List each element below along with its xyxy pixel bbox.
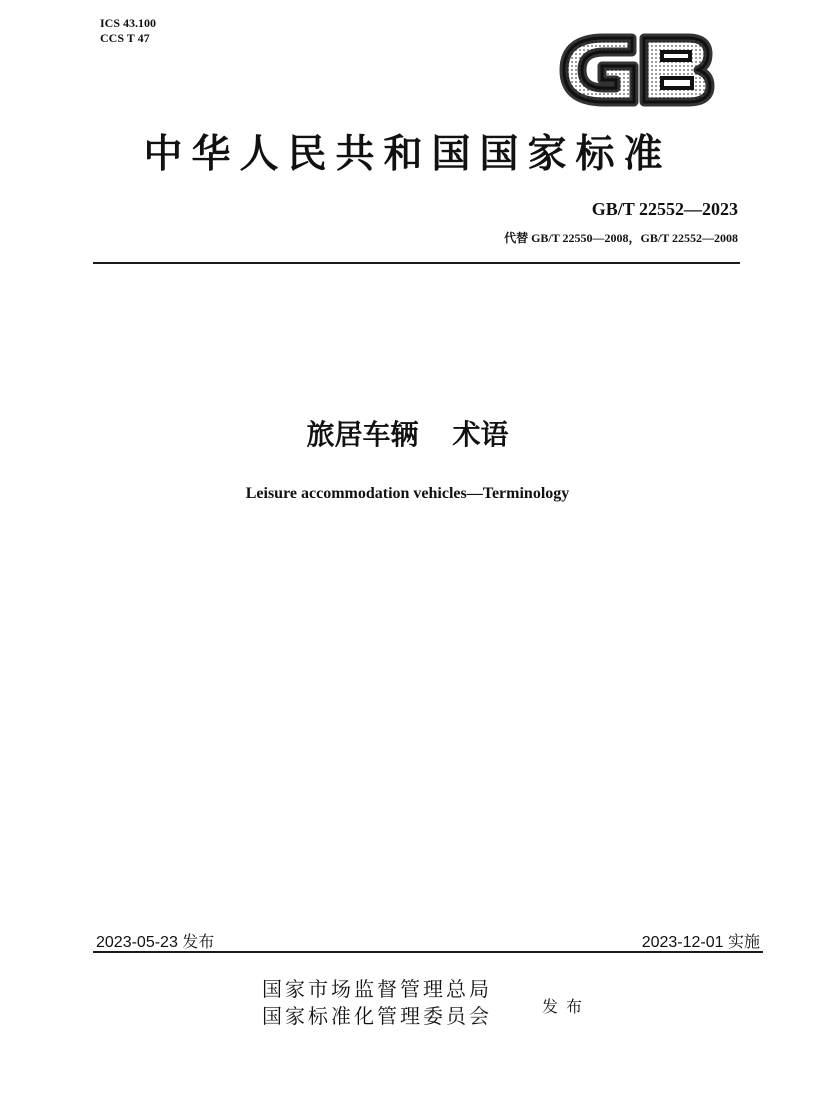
issuer-samr: 国家市场监督管理总局 bbox=[262, 977, 492, 1001]
title-chinese-part1: 旅居车辆 bbox=[306, 418, 419, 451]
issuing-authorities bbox=[262, 976, 492, 1030]
national-standard-heading: 中华人民共和国国家标准 bbox=[143, 131, 672, 177]
issue-date: 2023-05-23 发布 bbox=[96, 934, 215, 951]
title-chinese bbox=[0, 413, 815, 453]
ccs-code: CCS T 47 bbox=[100, 31, 150, 45]
footer-divider bbox=[93, 951, 763, 953]
issuer-sac: 国家标准化管理委员会 bbox=[262, 1004, 492, 1028]
ics-code: ICS 43.100 bbox=[100, 16, 157, 30]
title-chinese-part2: 术语 bbox=[452, 418, 509, 451]
implementation-date: 2023-12-01 实施 bbox=[641, 934, 760, 951]
classification-codes bbox=[100, 16, 156, 46]
header-divider bbox=[93, 262, 740, 264]
title-english: Leisure accommodation vehicles—Terminology bbox=[245, 485, 570, 502]
replaces-standards: 代替 GB/T 22550—2008，GB/T 22552—2008 bbox=[504, 231, 738, 245]
standard-number: GB/T 22552—2023 bbox=[591, 199, 738, 219]
gb-logo-icon bbox=[558, 28, 716, 112]
issue-action: 发布 bbox=[542, 997, 591, 1016]
